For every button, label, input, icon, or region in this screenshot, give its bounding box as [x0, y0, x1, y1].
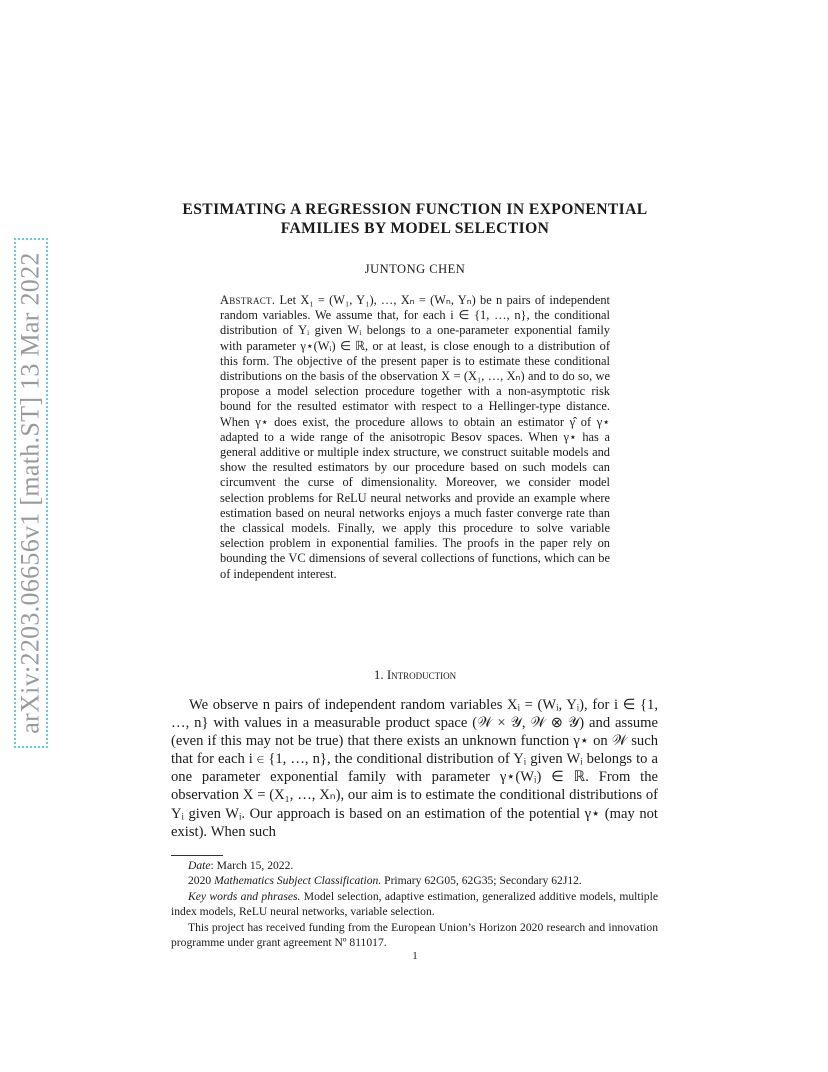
footnote-keywords: [171, 889, 658, 920]
abstract-label: Abstract.: [220, 293, 276, 307]
footnote-msc: [171, 873, 658, 888]
footnote-funding: This project has received funding from the European Union’s Horizon 2020 research and innovation programme under grant agreement Nº 811017.: [171, 920, 658, 950]
section-title: Introduction: [386, 667, 457, 682]
footnote-rule: [171, 855, 223, 856]
arxiv-id: arXiv:2203.06656v1 [math.ST] 13 Mar 2022: [16, 252, 46, 734]
keywords-label: Key words and phrases.: [188, 889, 301, 903]
intro-paragraph: We observe n pairs of independent random variables Xᵢ = (Wᵢ, Yᵢ), for i ∈ {1, …, n} with values in a measurable product space (𝒲 × 𝒴, 𝒲 ⊗ 𝒴) and assume (even if this may not be true) that there exists an unknown function γ⋆ on 𝒲 such that for each i ∈ {1, …, n}, the conditional distribution of Yᵢ given Wᵢ belongs to a one parameter exponential family with parameter γ⋆(Wᵢ) ∈ ℝ. From the observation X = (X₁, …, Xₙ), our aim is to estimate the conditional distributions of Yᵢ given Wᵢ. Our approach is based on an estimation of the potential γ⋆ (may not exist). When such: [171, 697, 658, 840]
abstract-text: Let X₁ = (W₁, Y₁), …, Xₙ = (Wₙ, Yₙ) be n pairs of independent random variables. We assume that, for each i ∈ {1, …, n}, the conditional distribution of Yᵢ given Wᵢ belongs to a one-parameter exponential family with parameter γ⋆(Wᵢ) ∈ ℝ, or at least, is close enough to a distribution of this form. The objective of the present paper is to estimate these conditional distributions on the basis of the observation X = (X₁, …, Xₙ) and to do so, we propose a model selection procedure together with a non-asymptotic risk bound for the resulted estimator with respect to a Hellinger-type distance. When γ⋆ does exist, the procedure allows to obtain an estimator γ̂ of γ⋆ adapted to a wide range of the anisotropic Besov spaces. When γ⋆ has a general additive or multiple index structure, we construct suitable models and show the resulted estimators by our procedure based on such models can circumvent the curse of dimensionality. Moreover, we consider model selection problems for ReLU neural networks and provide an example where estimation based on neural networks enjoys a much faster converge rate than the classical models. Finally, we apply this procedure to solve variable selection problem in exponential families. The proofs in the paper rely on bounding the VC dimensions of several collections of functions, which can be of independent interest.: [220, 293, 610, 581]
keywords-value: Model selection, adaptive estimation, generalized additive models, multiple index models, ReLU neural networks, variable selection.: [171, 889, 658, 919]
msc-prefix: 2020: [188, 874, 215, 888]
abstract: [220, 293, 610, 582]
msc-label: Mathematics Subject Classification.: [214, 874, 382, 888]
msc-value: Primary 62G05, 62G35; Secondary 62J12.: [381, 874, 582, 888]
date-label: Date: [188, 859, 211, 872]
paper-title: ESTIMATING A REGRESSION FUNCTION IN EXPONENTIAL FAMILIES BY MODEL SELECTION: [182, 201, 648, 237]
page-number: 1: [412, 950, 418, 962]
author: JUNTONG CHEN: [364, 262, 466, 276]
section-heading: [170, 667, 660, 683]
footnote-date: [171, 858, 658, 873]
footnotes: [171, 858, 658, 950]
arxiv-stamp: [14, 238, 48, 748]
section-number: 1.: [373, 667, 384, 682]
date-value: : March 15, 2022.: [210, 859, 294, 872]
